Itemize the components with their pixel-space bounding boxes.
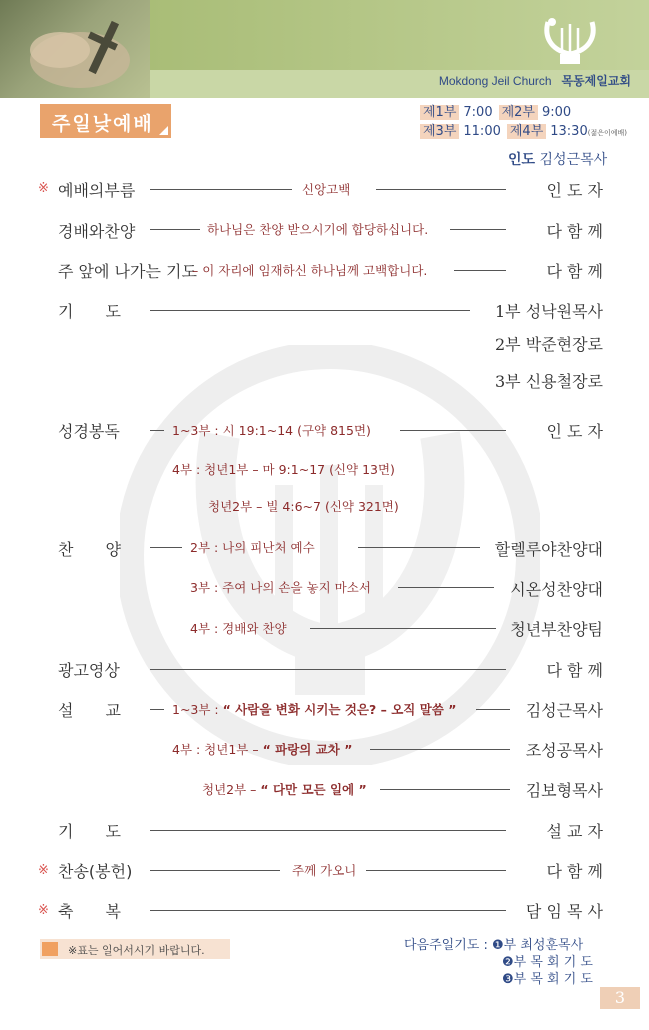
next-prayer-row xyxy=(404,954,593,971)
leader-line xyxy=(454,270,506,271)
call-to-worship-label: 예배의부름 xyxy=(58,181,136,200)
leader-line xyxy=(150,430,164,431)
closing-prayer-right: 설 교 자 xyxy=(546,822,603,841)
hymn-item-2: 3부 : 주여 나의 손을 놓지 마소서 xyxy=(190,580,371,595)
title-corner xyxy=(159,126,168,135)
leader-name: 김성근목사 xyxy=(539,152,608,168)
hymn-label: 찬 양 xyxy=(58,540,121,559)
leader-line xyxy=(150,830,506,831)
prayer-leader-1: 1부 성낙원목사 xyxy=(494,302,603,321)
leader-line xyxy=(358,547,480,548)
prayer-leader-3: 3부 신용철장로 xyxy=(494,372,603,391)
service-time: 11:00 xyxy=(463,124,501,139)
service-label: 제1부 xyxy=(420,105,459,120)
praise-worship-right: 다 함 께 xyxy=(546,222,603,241)
leader-line xyxy=(150,310,470,311)
leader-line xyxy=(150,229,200,230)
sermon-item-3 xyxy=(202,780,367,798)
sermon-service-2: 4부 : 청년1부 – xyxy=(172,742,263,757)
offering-label: 찬송(봉헌) xyxy=(58,862,133,881)
sermon-preacher-1: 김성근목사 xyxy=(525,701,603,720)
scripture-right: 인 도 자 xyxy=(546,422,603,441)
scripture-item-2: 4부 : 청년1부 – 마 9:1~17 (신약 13면) xyxy=(172,462,395,477)
service-time: 13:30 xyxy=(550,124,588,139)
sermon-preacher-3: 김보형목사 xyxy=(525,781,603,800)
leader-line xyxy=(450,229,506,230)
prayer-leader-2: 2부 박준현장로 xyxy=(494,335,603,354)
praying-hands-photo xyxy=(0,0,150,98)
call-to-worship-right: 인 도 자 xyxy=(546,181,603,200)
confession-prayer-label: 주 앞에 나가는 기도 xyxy=(58,262,197,281)
leader-label: 인도 xyxy=(508,152,536,168)
hymn-item-3: 4부 : 경배와 찬양 xyxy=(190,621,287,636)
sermon-preacher-2: 조성공목사 xyxy=(525,741,603,760)
sermon-service-3: 청년2부 – xyxy=(202,782,261,797)
stand-marker: ※ xyxy=(38,863,49,878)
closing-prayer-label: 기 도 xyxy=(58,822,121,841)
standing-note-box xyxy=(40,939,230,959)
confession-prayer-right: 다 함 께 xyxy=(546,262,603,281)
lyre-logo-icon xyxy=(540,16,600,72)
note-square xyxy=(42,942,58,956)
praise-worship-label: 경배와찬양 xyxy=(58,222,136,241)
leader-line xyxy=(150,870,280,871)
service-title-box xyxy=(40,104,171,138)
scripture-item-1: 1~3부 : 시 19:1~14 (구약 815면) xyxy=(172,423,371,438)
times-row xyxy=(420,122,627,143)
next-prayer-row xyxy=(404,971,593,988)
service-title: 주일낮예배 xyxy=(52,113,154,135)
page-number: 3 xyxy=(600,987,640,1009)
stand-marker: ※ xyxy=(38,903,49,918)
next-prayer-3: ❸부 목 회 기 도 xyxy=(502,972,593,987)
leader-line xyxy=(376,189,506,190)
service-label: 제2부 xyxy=(499,105,538,120)
leader-line xyxy=(150,709,164,710)
times-row xyxy=(420,103,627,122)
scripture-label: 성경봉독 xyxy=(58,422,120,441)
service-time: 7:00 xyxy=(463,105,493,120)
announcement-right: 다 함 께 xyxy=(546,661,603,680)
leader-line xyxy=(150,189,292,190)
next-prayer-label: 다음주일기도 : xyxy=(404,938,488,953)
leader-line xyxy=(380,789,510,790)
sermon-title-2: “ 파랑의 교차 ” xyxy=(262,742,353,757)
leader-line xyxy=(370,749,510,750)
leader-line xyxy=(476,709,510,710)
service-label: 제3부 xyxy=(420,124,459,139)
sermon-label: 설 교 xyxy=(58,701,121,720)
prayer-label: 기 도 xyxy=(58,302,121,321)
service-label: 제4부 xyxy=(507,124,546,139)
header-banner xyxy=(0,0,649,98)
service-time: 9:00 xyxy=(541,105,572,120)
call-to-worship-item: 신앙고백 xyxy=(302,182,351,197)
hymn-choir-2: 시온성찬양대 xyxy=(510,580,603,599)
offering-hymn: 주께 가오니 xyxy=(292,863,357,878)
hymn-choir-1: 할렐루야찬양대 xyxy=(494,540,603,559)
church-name-en: Mokdong Jeil Church xyxy=(438,74,552,88)
stand-marker: ※ xyxy=(38,181,49,196)
standing-note: ※표는 일어서시기 바랍니다. xyxy=(68,944,205,957)
next-week-prayer xyxy=(404,937,593,988)
leader-line xyxy=(150,547,182,548)
scripture-item-3: 청년2부 – 빌 4:6~7 (신약 321면) xyxy=(208,499,399,514)
benediction-right: 담 임 목 사 xyxy=(525,902,603,921)
next-prayer-2: ❷부 목 회 기 도 xyxy=(502,955,593,970)
sermon-title-1: “ 사람을 변화 시키는 것은? – 오직 말씀 ” xyxy=(222,702,457,717)
leader-line xyxy=(398,587,494,588)
sermon-item-2 xyxy=(172,740,352,758)
leader-line xyxy=(400,430,506,431)
leader-line xyxy=(366,870,506,871)
offering-right: 다 함 께 xyxy=(546,862,603,881)
sermon-service-1: 1~3부 : xyxy=(172,702,223,717)
hymn-item-1: 2부 : 나의 피난처 예수 xyxy=(190,540,315,555)
service-leader xyxy=(508,149,607,169)
youth-service-note: (젊은이예배) xyxy=(587,129,627,137)
leader-line xyxy=(310,628,496,629)
next-prayer-row xyxy=(404,937,593,954)
benediction-label: 축 복 xyxy=(58,902,121,921)
announcement-label: 광고영상 xyxy=(58,661,120,680)
sermon-title-3: “ 다만 모든 일에 ” xyxy=(260,782,367,797)
church-name-ko: 목동제일교회 xyxy=(561,74,631,88)
confession-prayer-item: – 이 자리에 임재하신 하나님께 고백합니다. xyxy=(192,263,428,278)
service-times xyxy=(420,103,627,143)
sermon-item-1 xyxy=(172,700,456,718)
next-prayer-1: ❶부 최성훈목사 xyxy=(492,938,584,953)
church-name xyxy=(439,72,631,89)
leader-line xyxy=(150,910,506,911)
leader-line xyxy=(150,669,506,670)
hymn-choir-3: 청년부찬양팀 xyxy=(510,620,603,639)
praise-worship-item: 하나님은 찬양 받으시기에 합당하십니다. xyxy=(207,222,429,237)
